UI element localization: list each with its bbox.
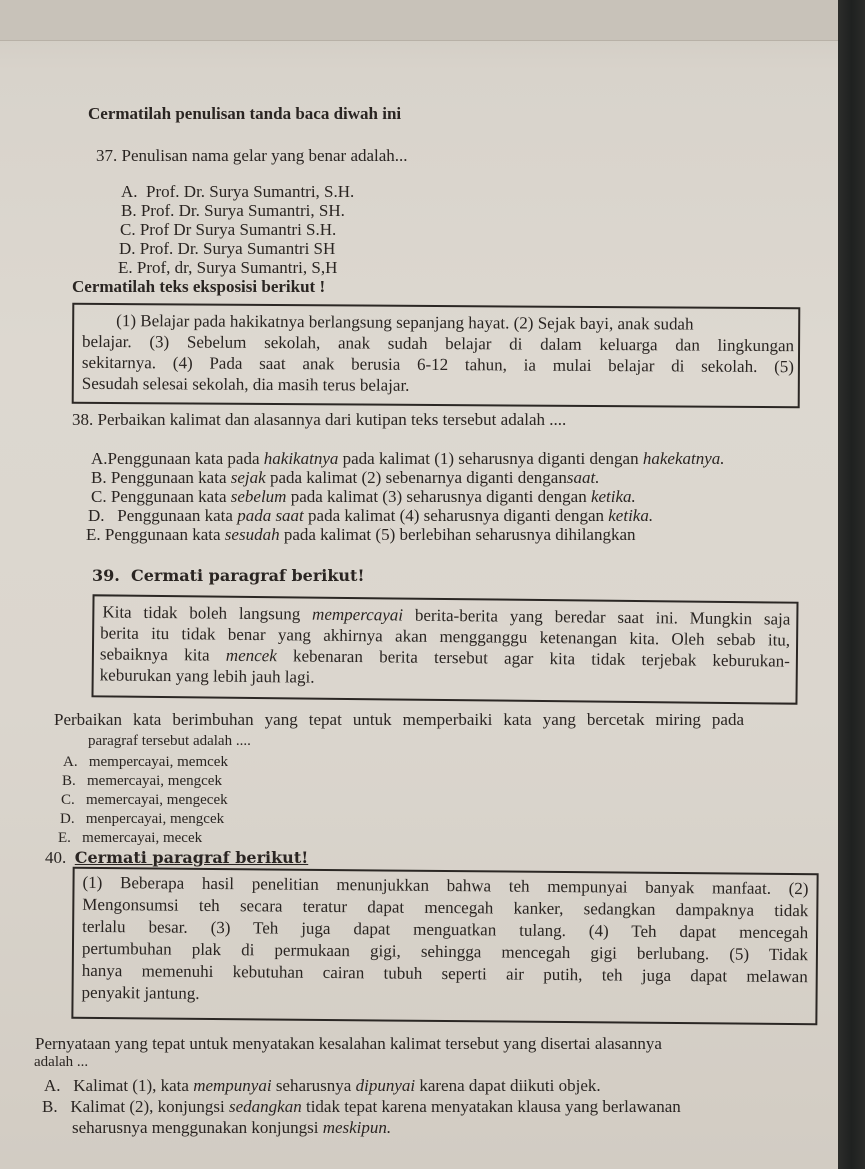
q37-option-a[interactable] bbox=[121, 182, 354, 202]
question-37 bbox=[96, 146, 408, 166]
passage-2-line-4: keburukan yang lebih jauh lagi. bbox=[99, 665, 315, 687]
option-text: Prof. Dr. Surya Sumantri SH bbox=[139, 239, 336, 258]
question-38 bbox=[72, 410, 566, 430]
passage-3-line-1: (1) Beberapa hasil penelitian menunjukkan bahwa teh mempunyai banyak manfaat. (2) bbox=[82, 872, 809, 899]
passage-1-line-3: sekitarnya. (4) Pada saat anak berusia 6-12 tahun, ia mulai belajar di sekolah. (5) bbox=[81, 352, 794, 377]
question-39-text-line-2: paragraf tersebut adalah .... bbox=[88, 733, 251, 749]
passage-3-line-3: terlalu besar. (3) Teh juga dapat menguatkan tulang. (4) Teh dapat mencegah bbox=[82, 916, 809, 943]
passage-1-line-2: belajar. (3) Sebelum sekolah, anak sudah belajar di dalam keluarga dan lingkungan bbox=[82, 331, 795, 356]
q38-option-e[interactable]: E. Penggunaan kata sesudah pada kalimat (5) berlebihan seharusnya dihilangkan bbox=[86, 525, 636, 544]
page-edge-dark bbox=[838, 0, 865, 1169]
q37-option-d[interactable] bbox=[119, 239, 335, 259]
option-text: Prof, dr, Surya Sumantri, S,H bbox=[136, 258, 338, 277]
passage-2-line-3: sebaiknya kita mencek kebenaran berita tersebut agar kita tidak terjebak keburukan- bbox=[99, 644, 791, 671]
q40-option-b[interactable]: B. Kalimat (2), konjungsi sedangkan tidak tepat karena menyatakan klausa yang berlawanan bbox=[42, 1097, 681, 1116]
passage-3-line-4: pertumbuhan plak di permukaan gigi, sehingga mencegah gigi berlubang. (5) Tidak bbox=[81, 938, 809, 965]
question-heading: Cermati paragraf berikut! bbox=[130, 566, 365, 585]
option-label: E. bbox=[118, 258, 133, 277]
question-40-heading bbox=[45, 848, 308, 868]
passage-2-line-1: Kita tidak boleh langsung mempercayai berita-berita yang beredar saat ini. Mungkin saja bbox=[102, 602, 791, 629]
passage-box-1 bbox=[72, 303, 801, 408]
q37-option-b[interactable] bbox=[121, 201, 345, 221]
option-label: D. bbox=[119, 239, 136, 258]
question-39-heading bbox=[92, 566, 364, 586]
option-text: Prof. Dr. Surya Sumantri, SH. bbox=[140, 201, 345, 220]
question-number: 38. bbox=[72, 410, 94, 429]
q38-option-c[interactable]: C. Penggunaan kata sebelum pada kalimat (3) seharusnya diganti dengan ketika. bbox=[91, 487, 636, 506]
question-39-text-line-1: Perbaikan kata berimbuhan yang tepat untuk memperbaiki kata yang bercetak miring pada bbox=[54, 710, 744, 729]
q39-option-c[interactable]: C. memercayai, mengecek bbox=[61, 792, 228, 808]
q38-option-b[interactable]: B. Penggunaan kata sejak pada kalimat (2) sebenarnya diganti dengansaat. bbox=[91, 468, 600, 487]
passage-3-line-6: penyakit jantung. bbox=[81, 982, 200, 1003]
question-heading: Cermati paragraf berikut! bbox=[74, 848, 309, 867]
q38-option-a[interactable]: A.Penggunaan kata pada hakikatnya pada kalimat (1) seharusnya diganti dengan hakekatnya. bbox=[91, 449, 725, 468]
q39-option-d[interactable]: D. menpercayai, mengcek bbox=[60, 811, 225, 827]
question-number: 37. bbox=[96, 146, 118, 165]
section-heading-punctuation: Cermatilah penulisan tanda baca diwah ini bbox=[88, 104, 402, 123]
question-40-text-line-2: adalah ... bbox=[34, 1054, 89, 1070]
q39-option-b[interactable]: B. memercayai, mengcek bbox=[62, 773, 222, 789]
q39-option-a[interactable]: A. mempercayai, memcek bbox=[63, 754, 228, 770]
option-label: C. bbox=[120, 220, 136, 239]
q38-option-d[interactable]: D. Penggunaan kata pada saat pada kalimat (4) seharusnya diganti dengan ketika. bbox=[88, 506, 654, 525]
q40-option-a[interactable]: A. Kalimat (1), kata mempunyai seharusnya dipunyai karena dapat diikuti objek. bbox=[44, 1076, 601, 1095]
q40-option-b-line-2: seharusnya menggunakan konjungsi meskipun. bbox=[72, 1118, 392, 1137]
q37-option-c[interactable] bbox=[120, 220, 336, 240]
question-text: Perbaikan kalimat dan alasannya dari kutipan teks tersebut adalah .... bbox=[97, 410, 567, 429]
question-number: 39. bbox=[92, 566, 120, 585]
q37-option-e[interactable] bbox=[118, 258, 337, 278]
q39-option-e[interactable]: E. memercayai, mecek bbox=[58, 830, 203, 846]
passage-box-3 bbox=[71, 867, 818, 1026]
option-text: Prof Dr Surya Sumantri S.H. bbox=[139, 220, 337, 239]
question-40-text-line-1: Pernyataan yang tepat untuk menyatakan kesalahan kalimat tersebut yang disertai alasannya bbox=[35, 1034, 662, 1053]
passage-3-line-5: hanya memenuhi kebutuhan cairan tubuh seperti air putih, teh juga dapat melawan bbox=[81, 960, 808, 987]
question-text: Penulisan nama gelar yang benar adalah... bbox=[121, 146, 408, 165]
section-heading-exposition: Cermatilah teks eksposisi berikut ! bbox=[72, 277, 326, 296]
option-label: A. bbox=[121, 182, 138, 201]
passage-box-2 bbox=[91, 594, 798, 704]
passage-2-line-2: berita itu tidak benar yang akhirnya akan mengganggu ketenangan kita. Oleh sebab itu, bbox=[100, 623, 791, 650]
question-number: 40. bbox=[45, 848, 67, 867]
option-label: B. bbox=[121, 201, 137, 220]
passage-3-line-2: Mengonsumsi teh secara teratur dapat mencegah kanker, sedangkan dampaknya tidak bbox=[82, 894, 809, 921]
passage-1-line-1: (1) Belajar pada hakikatnya berlangsung sepanjang hayat. (2) Sejak bayi, anak sudah bbox=[116, 311, 694, 334]
passage-1-line-4: Sesudah selesai sekolah, dia masih terus belajar. bbox=[81, 373, 410, 395]
option-text: Prof. Dr. Surya Sumantri, S.H. bbox=[146, 182, 355, 201]
